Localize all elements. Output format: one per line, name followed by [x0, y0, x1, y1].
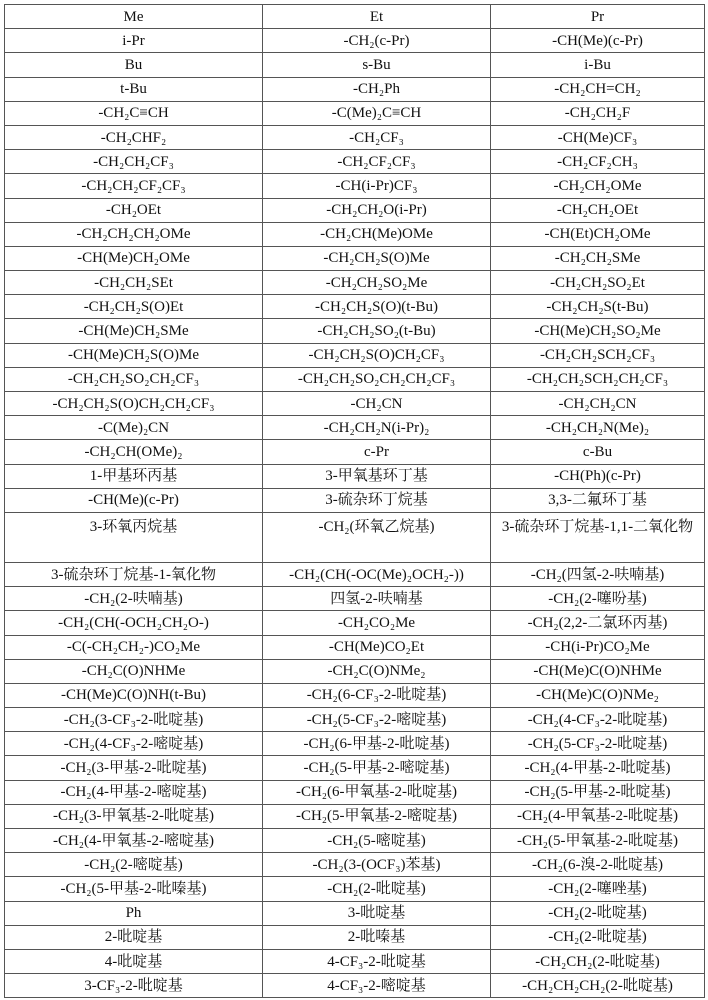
table-cell: -CH₂CH₂SO₂CH₂CF₃ [5, 367, 263, 391]
table-row [5, 853, 705, 877]
table-cell: 1-甲基环丙基 [5, 464, 263, 488]
table-row [5, 198, 705, 222]
table-cell: -CH₂CH₂N(Me)₂ [491, 416, 705, 440]
table-row [5, 125, 705, 149]
table-cell: -CH₂CH₂S(t-Bu) [491, 295, 705, 319]
table-cell: -CH₂CH₂SO₂Me [263, 271, 491, 295]
table-cell: -CH(Me)CH₂OMe [5, 246, 263, 270]
table-cell: -CH₂CH₂O(i-Pr) [263, 198, 491, 222]
table-cell: -CH₂(5-甲氧基-2-吡啶基) [491, 829, 705, 853]
table-cell: -CH(i-Pr)CO₂Me [491, 635, 705, 659]
table-cell: c-Bu [491, 440, 705, 464]
table-cell: -CH₂Ph [263, 77, 491, 101]
table-row [5, 732, 705, 756]
table-cell: i-Bu [491, 53, 705, 77]
table-row [5, 829, 705, 853]
table-row [5, 5, 705, 29]
table-row [5, 901, 705, 925]
table-cell: -CH₂C(O)NHMe [5, 659, 263, 683]
table-cell: -CH₂(5-甲基-2-嘧啶基) [263, 756, 491, 780]
table-cell: -CH(Ph)(c-Pr) [491, 464, 705, 488]
table-cell: -CH₂CH₂OMe [491, 174, 705, 198]
table-cell: -CH₂CH₂S(O)CH₂CH₂CF₃ [5, 392, 263, 416]
table-cell: -CH₂CH₂SMe [491, 246, 705, 270]
table-row [5, 925, 705, 949]
table-cell: 2-吡啶基 [5, 925, 263, 949]
table-row [5, 780, 705, 804]
table-cell: -CH(Me)C(O)NMe₂ [491, 683, 705, 707]
table-cell: -CH₂CH₂SO₂Et [491, 271, 705, 295]
table-cell: -CH₂(5-甲基-2-吡嗪基) [5, 877, 263, 901]
table-cell: 4-吡啶基 [5, 949, 263, 973]
table-cell: -CH(i-Pr)CF₃ [263, 174, 491, 198]
table-cell: -CH₂CH₂CN [491, 392, 705, 416]
table-cell: -CH₂(5-CF₃-2-嘧啶基) [263, 708, 491, 732]
table-row [5, 29, 705, 53]
table-cell: 3-甲氧基环丁基 [263, 464, 491, 488]
table-cell: -CH₂CF₂CH₃ [491, 150, 705, 174]
table-cell: -CH₂CO₂Me [263, 611, 491, 635]
table-row [5, 683, 705, 707]
table-cell: -CH₂(环氧乙烷基) [263, 512, 491, 562]
table-cell: s-Bu [263, 53, 491, 77]
table-row [5, 416, 705, 440]
table-row [5, 53, 705, 77]
table-row [5, 611, 705, 635]
table-cell: -CH₂(4-CF₃-2-嘧啶基) [5, 732, 263, 756]
table-row [5, 635, 705, 659]
substituent-table [4, 4, 705, 998]
table-cell: -CH₂CH₂CF₂CF₃ [5, 174, 263, 198]
table-cell: -CH₂CF₃ [263, 125, 491, 149]
table-cell: -CH₂(5-甲氧基-2-嘧啶基) [263, 804, 491, 828]
table-cell: -CH₂(3-CF₃-2-吡啶基) [5, 708, 263, 732]
table-cell: 3-CF₃-2-吡啶基 [5, 974, 263, 998]
table-row [5, 949, 705, 973]
table-cell: -CH₂(2-吡啶基) [491, 901, 705, 925]
table-cell: -C(Me)₂CN [5, 416, 263, 440]
table-cell: -CH₂(5-甲基-2-吡啶基) [491, 780, 705, 804]
table-row [5, 101, 705, 125]
table-cell: -CH₂(2-嘧啶基) [5, 853, 263, 877]
table-row [5, 343, 705, 367]
table-cell: -CH₂CH₂SO₂(t-Bu) [263, 319, 491, 343]
table-cell: -CH(Me)(c-Pr) [5, 488, 263, 512]
table-cell: 3,3-二氟环丁基 [491, 488, 705, 512]
table-cell: -CH₂(c-Pr) [263, 29, 491, 53]
table-cell: -CH₂C≡CH [5, 101, 263, 125]
table-cell: -CH₂(3-甲氧基-2-吡啶基) [5, 804, 263, 828]
table-cell: 3-硫杂环丁烷基-1-氧化物 [5, 562, 263, 586]
table-row [5, 562, 705, 586]
table-cell: -CH₂CH₂S(O)(t-Bu) [263, 295, 491, 319]
table-cell: Et [263, 5, 491, 29]
table-row [5, 77, 705, 101]
table-cell: -CH₂(CH(-OCH₂CH₂O-) [5, 611, 263, 635]
table-cell: -CH₂C(O)NMe₂ [263, 659, 491, 683]
table-cell: -CH(Me)CO₂Et [263, 635, 491, 659]
table-cell: -CH₂(6-甲氧基-2-吡啶基) [263, 780, 491, 804]
table-row [5, 587, 705, 611]
table-cell: -CH₂CN [263, 392, 491, 416]
table-cell: -CH₂(2,2-二氯环丙基) [491, 611, 705, 635]
table-row [5, 174, 705, 198]
table-cell: c-Pr [263, 440, 491, 464]
table-cell: t-Bu [5, 77, 263, 101]
table-row [5, 464, 705, 488]
table-row [5, 512, 705, 562]
table-cell: -CH₂(4-甲基-2-吡啶基) [491, 756, 705, 780]
table-row [5, 392, 705, 416]
table-cell: -CH₂(2-噻吩基) [491, 587, 705, 611]
table-cell: -C(Me)₂C≡CH [263, 101, 491, 125]
table-row [5, 295, 705, 319]
table-cell: -CH₂(6-CF₃-2-吡啶基) [263, 683, 491, 707]
table-cell: -CH₂CH₂OEt [491, 198, 705, 222]
table-cell: -CH₂CHF₂ [5, 125, 263, 149]
table-cell: -CH₂(2-呋喃基) [5, 587, 263, 611]
table-cell: -CH₂(5-CF₃-2-吡啶基) [491, 732, 705, 756]
table-cell: -CH(Me)CF₃ [491, 125, 705, 149]
table-cell: 4-CF₃-2-吡啶基 [263, 949, 491, 973]
table-cell: -CH₂CH₂F [491, 101, 705, 125]
table-cell: -CH₂(4-甲氧基-2-吡啶基) [491, 804, 705, 828]
table-cell: 3-环氧丙烷基 [5, 512, 263, 562]
table-cell: -CH₂(2-吡啶基) [491, 925, 705, 949]
table-row [5, 877, 705, 901]
table-cell: Bu [5, 53, 263, 77]
table-cell: -CH₂(2-噻唑基) [491, 877, 705, 901]
table-cell: i-Pr [5, 29, 263, 53]
table-cell: -CH₂CH₂N(i-Pr)₂ [263, 416, 491, 440]
table-cell: -CH₂CH₂(2-吡啶基) [491, 949, 705, 973]
table-cell: 四氢-2-呋喃基 [263, 587, 491, 611]
table-row [5, 756, 705, 780]
table-cell: -CH₂CH₂S(O)Et [5, 295, 263, 319]
table-cell: Pr [491, 5, 705, 29]
table-cell: -CH₂(2-吡啶基) [263, 877, 491, 901]
table-row [5, 319, 705, 343]
table-cell: -CH(Me)CH₂SO₂Me [491, 319, 705, 343]
table-cell: -CH₂(四氢-2-呋喃基) [491, 562, 705, 586]
table-cell: 3-硫杂环丁烷基 [263, 488, 491, 512]
table-cell: 3-吡啶基 [263, 901, 491, 925]
table-cell: -CH₂(6-甲基-2-吡啶基) [263, 732, 491, 756]
table-cell: -CH₂CH₂SEt [5, 271, 263, 295]
table-cell: -CH₂CH₂SCH₂CH₂CF₃ [491, 367, 705, 391]
table-cell: -CH₂OEt [5, 198, 263, 222]
table-row [5, 708, 705, 732]
table-cell: -CH(Me)CH₂SMe [5, 319, 263, 343]
table-cell: -CH₂(4-甲基-2-嘧啶基) [5, 780, 263, 804]
table-cell: -CH₂CH₂CF₃ [5, 150, 263, 174]
table-cell: -CH₂(5-嘧啶基) [263, 829, 491, 853]
table-row [5, 804, 705, 828]
table-cell: -CH₂CH(OMe)₂ [5, 440, 263, 464]
table-cell: -CH₂(4-CF₃-2-吡啶基) [491, 708, 705, 732]
table-cell: -CH₂CH(Me)OMe [263, 222, 491, 246]
table-cell: -CH₂CH₂S(O)CH₂CF₃ [263, 343, 491, 367]
table-cell: 2-吡嗪基 [263, 925, 491, 949]
table-row [5, 659, 705, 683]
table-cell: -CH(Me)CH₂S(O)Me [5, 343, 263, 367]
table-row [5, 246, 705, 270]
table-row [5, 974, 705, 998]
table-cell: -CH(Me)(c-Pr) [491, 29, 705, 53]
table-cell: Me [5, 5, 263, 29]
table-cell: 4-CF₃-2-嘧啶基 [263, 974, 491, 998]
table-row [5, 150, 705, 174]
table-cell: -CH₂CH₂S(O)Me [263, 246, 491, 270]
table-cell: -CH₂(6-溴-2-吡啶基) [491, 853, 705, 877]
table-row [5, 222, 705, 246]
table-cell: -CH(Me)C(O)NH(t-Bu) [5, 683, 263, 707]
table-row [5, 367, 705, 391]
table-row [5, 440, 705, 464]
table-cell: -CH₂(3-(OCF₃)苯基) [263, 853, 491, 877]
table-row [5, 488, 705, 512]
table-cell: Ph [5, 901, 263, 925]
table-row [5, 271, 705, 295]
table-cell: -CH₂CH=CH₂ [491, 77, 705, 101]
table-cell: -CH₂CH₂CH₂OMe [5, 222, 263, 246]
table-cell: -CH₂(3-甲基-2-吡啶基) [5, 756, 263, 780]
table-cell: -CH₂(CH(-OC(Me)₂OCH₂-)) [263, 562, 491, 586]
table-cell: -CH₂CF₂CF₃ [263, 150, 491, 174]
table-cell: -CH₂CH₂CH₂(2-吡啶基) [491, 974, 705, 998]
table-cell: -CH(Me)C(O)NHMe [491, 659, 705, 683]
table-cell: -CH₂CH₂SO₂CH₂CH₂CF₃ [263, 367, 491, 391]
table-cell: -CH₂CH₂SCH₂CF₃ [491, 343, 705, 367]
table-cell: 3-硫杂环丁烷基-1,1-二氧化物 [491, 512, 705, 562]
table-cell: -CH(Et)CH₂OMe [491, 222, 705, 246]
table-cell: -CH₂(4-甲氧基-2-嘧啶基) [5, 829, 263, 853]
table-cell: -C(-CH₂CH₂-)CO₂Me [5, 635, 263, 659]
